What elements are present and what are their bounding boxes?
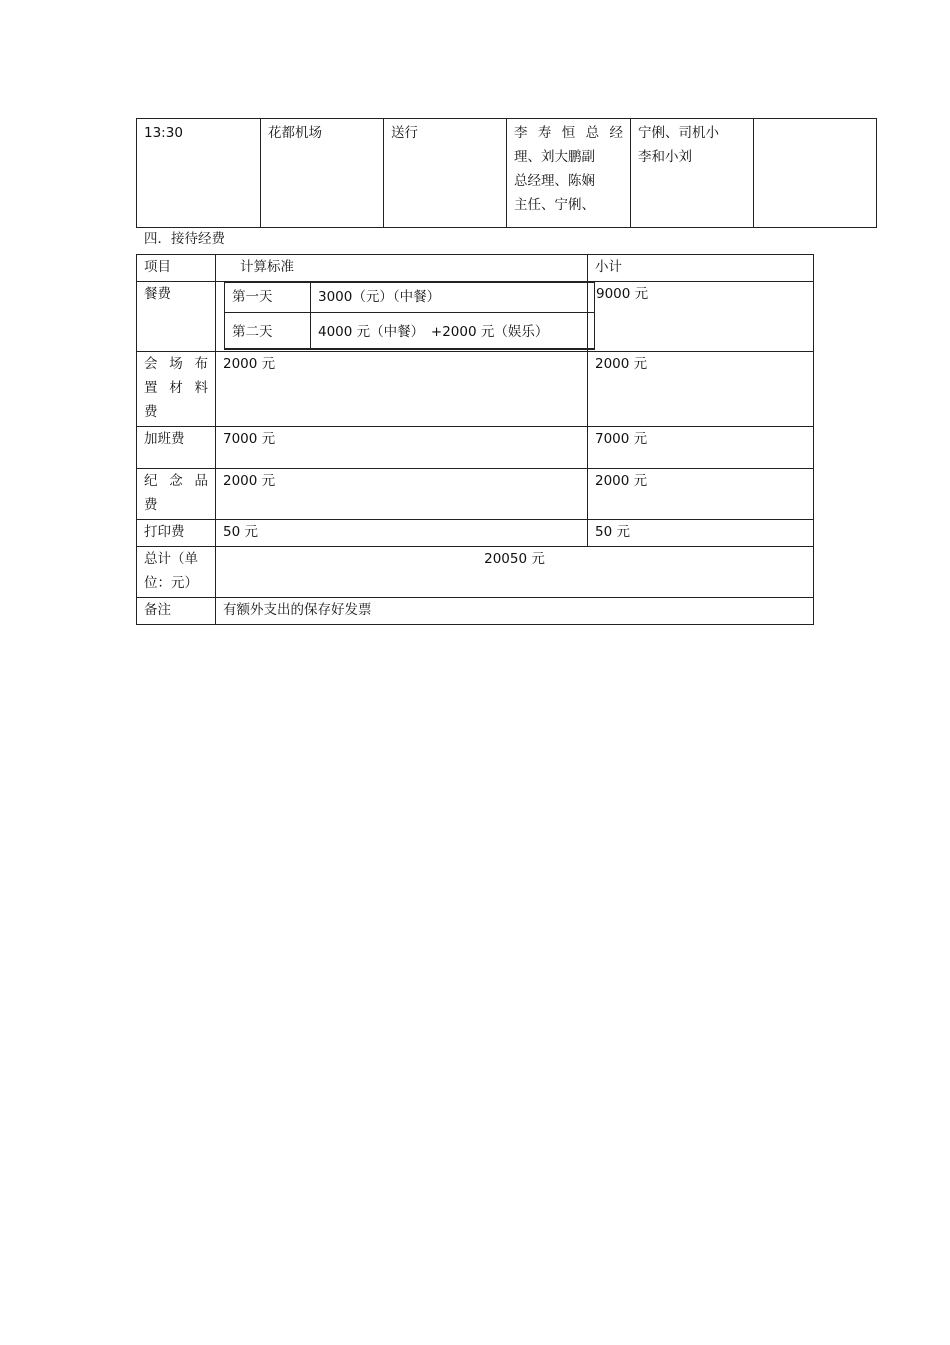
printing-standard: 50 元 <box>223 524 258 540</box>
total-row <box>137 547 814 598</box>
cost-table <box>136 254 814 625</box>
venue-standard: 2000 元 <box>223 356 276 372</box>
printing-label: 打印费 <box>144 524 185 540</box>
meal-day-row <box>225 313 595 350</box>
hosts-line: 主任、宁俐、 <box>514 197 595 213</box>
printing-row <box>137 520 814 547</box>
total-label-line: 总计（单 <box>144 551 198 567</box>
header-subtotal: 小计 <box>595 259 622 275</box>
remark-label: 备注 <box>144 602 171 618</box>
hosts-line: 理、刘大鹏副 <box>514 149 595 165</box>
staff-line: 李和小刘 <box>638 149 692 165</box>
meal-day: 第一天 <box>225 283 311 313</box>
remark-value: 有额外支出的保存好发票 <box>223 602 372 618</box>
header-row <box>137 255 814 282</box>
total-value: 20050 元 <box>484 551 545 567</box>
meal-label: 餐费 <box>144 286 171 302</box>
overtime-row <box>137 427 814 469</box>
header-item: 项目 <box>144 259 171 275</box>
hosts-line: 总经理、陈娴 <box>514 173 595 189</box>
staff-cell <box>631 119 754 228</box>
venue-label-line: 费 <box>144 404 158 420</box>
venue-row <box>137 352 814 427</box>
location-cell: 花都机场 <box>261 119 384 228</box>
meal-detail-table <box>224 282 595 350</box>
overtime-subtotal: 7000 元 <box>595 431 648 447</box>
schedule-table <box>136 118 877 228</box>
hosts-line: 李寿恒总经 <box>514 125 623 141</box>
header-standard: 计算标准 <box>240 259 294 275</box>
meal-row <box>137 282 814 352</box>
hosts-cell <box>507 119 631 228</box>
souvenir-standard: 2000 元 <box>223 473 276 489</box>
meal-detail: 4000 元（中餐） +2000 元（娱乐） <box>311 313 595 350</box>
time-cell: 13:30 <box>137 119 261 228</box>
venue-subtotal: 2000 元 <box>595 356 648 372</box>
staff-line: 宁俐、司机小 <box>638 125 719 141</box>
meal-day-row <box>225 283 595 313</box>
souvenir-subtotal: 2000 元 <box>595 473 648 489</box>
souvenir-label-line: 费 <box>144 497 158 513</box>
note-cell <box>754 119 877 228</box>
schedule-row <box>137 119 877 228</box>
remark-row <box>137 598 814 625</box>
section-title: 四．接待经费 <box>144 231 225 247</box>
overtime-standard: 7000 元 <box>223 431 276 447</box>
meal-day: 第二天 <box>225 313 311 350</box>
venue-label-line: 置材料 <box>144 380 208 396</box>
souvenir-row <box>137 469 814 520</box>
meal-subtotal: 9000 元 <box>596 286 649 302</box>
total-label-line: 位：元） <box>144 575 198 591</box>
activity-cell: 送行 <box>384 119 507 228</box>
printing-subtotal: 50 元 <box>595 524 630 540</box>
meal-detail: 3000（元）（中餐） <box>311 283 595 313</box>
overtime-label: 加班费 <box>144 431 185 447</box>
venue-label-line: 会场布 <box>144 356 208 372</box>
souvenir-label-line: 纪念品 <box>144 473 208 489</box>
